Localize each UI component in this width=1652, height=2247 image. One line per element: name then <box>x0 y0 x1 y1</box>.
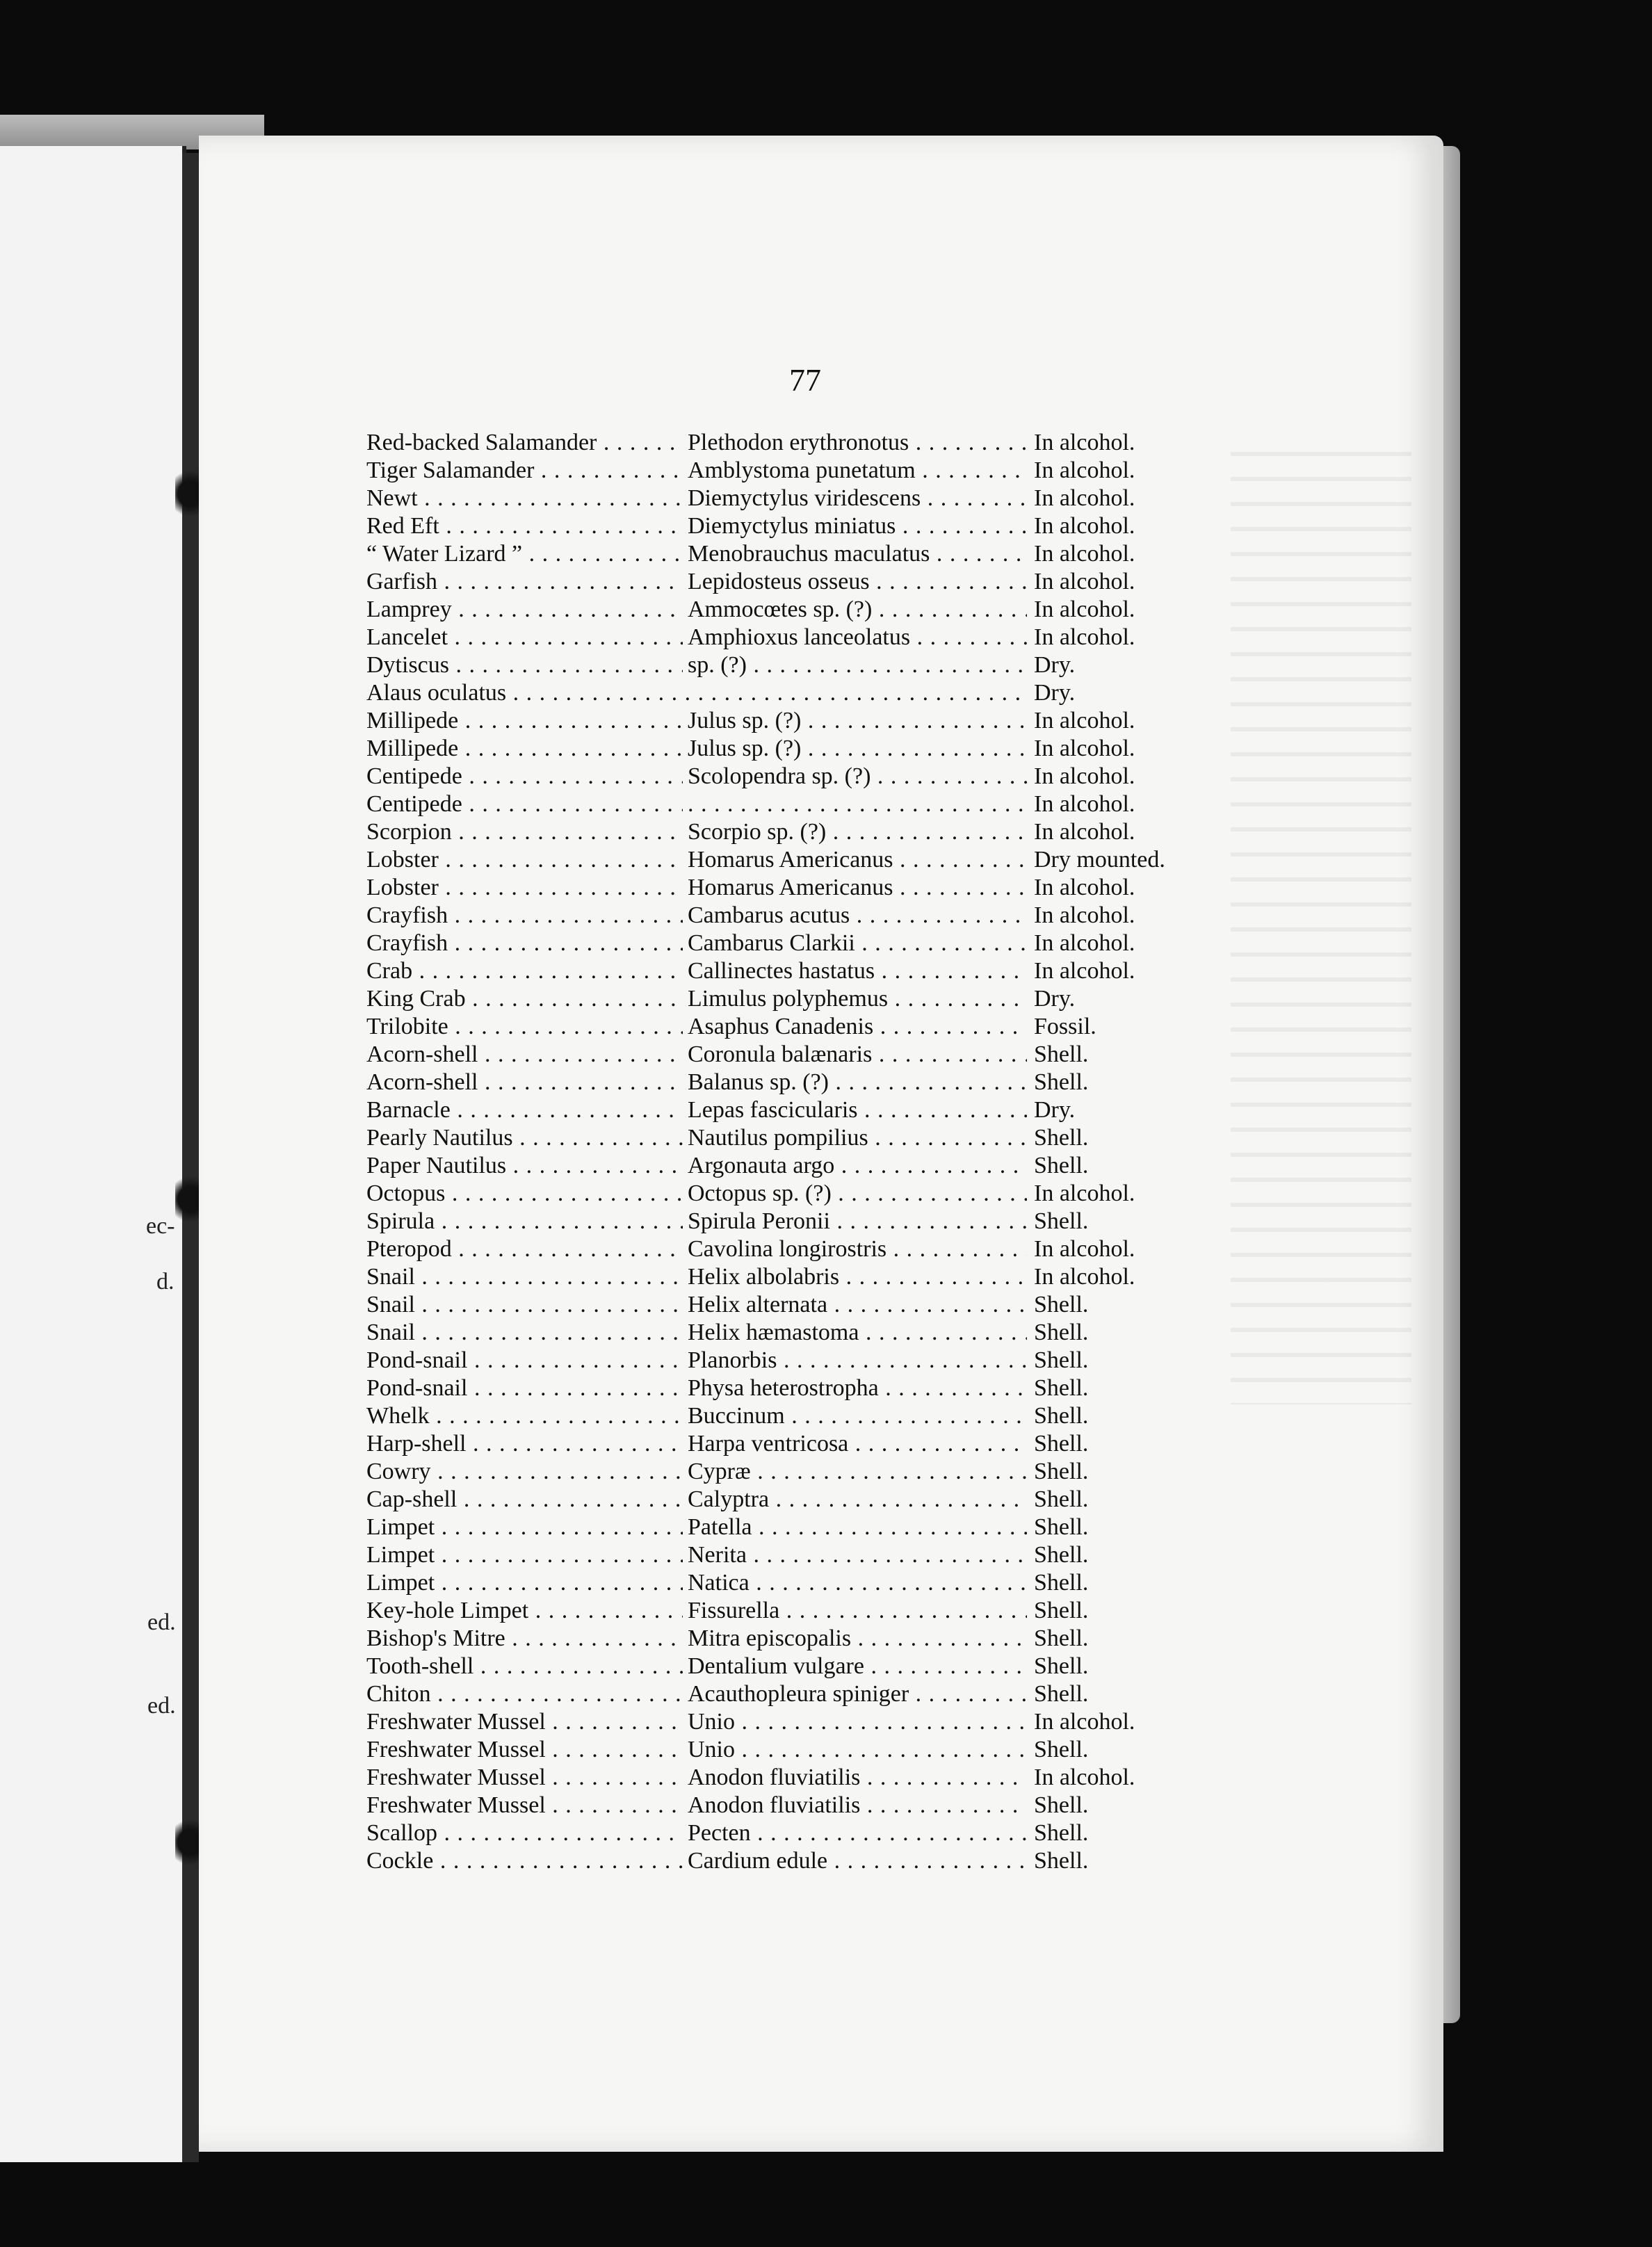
common-name: Lobster . . . <box>366 846 683 874</box>
scientific-name: Dentalium vulgare . . . <box>688 1653 1027 1680</box>
preservation-method: Shell. <box>1034 1681 1089 1707</box>
scientific-name: Helix hæmastoma . . . <box>688 1319 1027 1347</box>
common-name: Chiton . . . <box>366 1680 683 1708</box>
scientific-name: Nerita . . . <box>688 1541 1027 1569</box>
scientific-name: Octopus sp. (?) . . . <box>688 1180 1027 1208</box>
common-name: Lamprey . . . <box>366 596 683 624</box>
common-name: Freshwater Mussel . . . <box>366 1708 683 1736</box>
scientific-name: Physa heterostropha . . . <box>688 1374 1027 1402</box>
preservation-method: Shell. <box>1034 1292 1089 1317</box>
scientific-name: Amphioxus lanceolatus . . . <box>688 624 1027 651</box>
left-page-fragment: ec- <box>146 1213 175 1239</box>
previous-page <box>0 146 186 2162</box>
scientific-name: Ammocœtes sp. (?) . . . <box>688 596 1027 624</box>
preservation-method: In alcohol. <box>1034 485 1135 511</box>
scientific-name: Buccinum . . . <box>688 1402 1027 1430</box>
common-name: Acorn-shell . . . <box>366 1069 683 1096</box>
preservation-method: Shell. <box>1034 1431 1089 1457</box>
preservation-method: Shell. <box>1034 1069 1089 1095</box>
scientific-name: Helix alternata . . . <box>688 1291 1027 1319</box>
preservation-method: In alcohol. <box>1034 736 1135 761</box>
common-name: Lancelet . . . <box>366 624 683 651</box>
preservation-method: Shell. <box>1034 1514 1089 1540</box>
common-name: Snail . . . <box>366 1263 683 1291</box>
common-name: Limpet . . . <box>366 1569 683 1597</box>
scientific-name: Nautilus pompilius . . . <box>688 1124 1027 1152</box>
common-name: Red-backed Salamander . . . <box>366 429 683 457</box>
preservation-method: In alcohol. <box>1034 791 1135 817</box>
common-name: Limpet . . . <box>366 1541 683 1569</box>
preservation-method: Dry. <box>1034 1097 1076 1123</box>
preservation-method: Dry. <box>1034 652 1076 678</box>
common-name: “ Water Lizard ” . . . <box>366 540 683 568</box>
scientific-name: Patella . . . <box>688 1514 1027 1541</box>
preservation-method: In alcohol. <box>1034 457 1135 483</box>
common-name: Octopus . . . <box>366 1180 683 1208</box>
preservation-method: Dry mounted. <box>1034 847 1165 873</box>
bleed-through-text <box>1231 431 1411 1404</box>
common-name: Lobster . . . <box>366 874 683 902</box>
preservation-method: In alcohol. <box>1034 875 1135 900</box>
preservation-method: Shell. <box>1034 1792 1089 1818</box>
scientific-name: sp. (?) . . . <box>688 651 1027 679</box>
scientific-name: Cardium edule . . . <box>688 1847 1027 1875</box>
preservation-method: In alcohol. <box>1034 1236 1135 1262</box>
common-name: Limpet . . . <box>366 1514 683 1541</box>
preservation-method: Shell. <box>1034 1598 1089 1623</box>
common-name: Dytiscus . . . <box>366 651 683 679</box>
scientific-name: Julus sp. (?) . . . <box>688 707 1027 735</box>
preservation-method: In alcohol. <box>1034 763 1135 789</box>
common-name: Newt . . . <box>366 485 683 512</box>
common-name: Paper Nautilus . . . <box>366 1152 683 1180</box>
preservation-method: Shell. <box>1034 1737 1089 1762</box>
preservation-method: Dry. <box>1034 986 1076 1012</box>
scientific-name: Homarus Americanus . . . <box>688 874 1027 902</box>
preservation-method: Shell. <box>1034 1625 1089 1651</box>
preservation-method: Shell. <box>1034 1542 1089 1568</box>
common-name: Crayfish . . . <box>366 930 683 957</box>
scientific-name: Mitra episcopalis . . . <box>688 1625 1027 1653</box>
scientific-name: Callinectes hastatus . . . <box>688 957 1027 985</box>
common-name: Garfish . . . <box>366 568 683 596</box>
preservation-method: Shell. <box>1034 1459 1089 1484</box>
preservation-method: In alcohol. <box>1034 902 1135 928</box>
common-name: Cowry . . . <box>366 1458 683 1486</box>
scientific-name: Unio . . . <box>688 1708 1027 1736</box>
scientific-name: Helix albolabris . . . <box>688 1263 1027 1291</box>
preservation-method: In alcohol. <box>1034 819 1135 845</box>
scientific-name: Cavolina longirostris . . . <box>688 1235 1027 1263</box>
preservation-method: Shell. <box>1034 1820 1089 1846</box>
preservation-method: Fossil. <box>1034 1014 1096 1039</box>
scientific-name: Homarus Americanus . . . <box>688 846 1027 874</box>
scientific-name: Pecten . . . <box>688 1819 1027 1847</box>
scientific-name: Diemyctylus miniatus . . . <box>688 512 1027 540</box>
preservation-method: Shell. <box>1034 1125 1089 1151</box>
scientific-name: Argonauta argo . . . <box>688 1152 1027 1180</box>
common-name: Snail . . . <box>366 1291 683 1319</box>
scientific-name: Cambarus acutus . . . <box>688 902 1027 930</box>
preservation-method: In alcohol. <box>1034 958 1135 984</box>
common-name: Millipede . . . <box>366 707 683 735</box>
common-name: Pearly Nautilus . . . <box>366 1124 683 1152</box>
scientific-name: Lepidosteus osseus . . . <box>688 568 1027 596</box>
scientific-name: Fissurella . . . <box>688 1597 1027 1625</box>
common-name: Millipede . . . <box>366 735 683 763</box>
preservation-method: In alcohol. <box>1034 597 1135 622</box>
preservation-method: In alcohol. <box>1034 1181 1135 1206</box>
scientific-name <box>688 790 1027 818</box>
common-name: Cap-shell . . . <box>366 1486 683 1514</box>
preservation-method: In alcohol. <box>1034 541 1135 567</box>
left-page-fragment: d. <box>156 1269 175 1295</box>
scientific-name: Calyptra . . . <box>688 1486 1027 1514</box>
preservation-method: Dry. <box>1034 680 1076 706</box>
left-page-fragment: ed. <box>147 1693 176 1719</box>
scientific-name: Anodon fluviatilis . . . <box>688 1764 1027 1792</box>
preservation-method: Shell. <box>1034 1403 1089 1429</box>
preservation-method: Shell. <box>1034 1653 1089 1679</box>
preservation-method: Shell. <box>1034 1848 1089 1874</box>
scientific-name: Diemyctylus viridescens . . . <box>688 485 1027 512</box>
preservation-method: Shell. <box>1034 1041 1089 1067</box>
common-name: Key-hole Limpet . . . <box>366 1597 683 1625</box>
common-name: Pond-snail . . . <box>366 1374 683 1402</box>
scientific-name: Spirula Peronii . . . <box>688 1208 1027 1235</box>
common-name: Snail . . . <box>366 1319 683 1347</box>
left-page-fragment: ed. <box>147 1609 176 1635</box>
common-name: Spirula . . . <box>366 1208 683 1235</box>
common-name: Cockle . . . <box>366 1847 683 1875</box>
common-name: Pteropod . . . <box>366 1235 683 1263</box>
common-name: Harp-shell . . . <box>366 1430 683 1458</box>
scientific-name: Scolopendra sp. (?) . . . <box>688 763 1027 790</box>
common-name: Crayfish . . . <box>366 902 683 930</box>
scientific-name: Planorbis . . . <box>688 1347 1027 1374</box>
preservation-method: Shell. <box>1034 1570 1089 1596</box>
scientific-name: Acauthopleura spiniger . . . <box>688 1680 1027 1708</box>
common-name: Tooth-shell . . . <box>366 1653 683 1680</box>
common-name: Red Eft . . . <box>366 512 683 540</box>
scientific-name: Cypræ . . . <box>688 1458 1027 1486</box>
scientific-name: Amblystoma punetatum . . . <box>688 457 1027 485</box>
scientific-name: Julus sp. (?) . . . <box>688 735 1027 763</box>
preservation-method: In alcohol. <box>1034 930 1135 956</box>
preservation-method: In alcohol. <box>1034 569 1135 594</box>
preservation-method: Shell. <box>1034 1153 1089 1178</box>
common-name: Centipede . . . <box>366 790 683 818</box>
common-name: Bishop's Mitre . . . <box>366 1625 683 1653</box>
common-name: Trilobite . . . <box>366 1013 683 1041</box>
scientific-name: Harpa ventricosa . . . <box>688 1430 1027 1458</box>
preservation-method: In alcohol. <box>1034 1765 1135 1790</box>
scientific-name: Cambarus Clarkii . . . <box>688 930 1027 957</box>
common-name: Scallop . . . <box>366 1819 683 1847</box>
scientific-name: Limulus polyphemus . . . <box>688 985 1027 1013</box>
scientific-name: Anodon fluviatilis . . . <box>688 1792 1027 1819</box>
common-name: Whelk . . . <box>366 1402 683 1430</box>
common-name: Scorpion . . . <box>366 818 683 846</box>
scientific-name: Menobrauchus maculatus . . . <box>688 540 1027 568</box>
scientific-name: Unio . . . <box>688 1736 1027 1764</box>
scientific-name: Scorpio sp. (?) . . . <box>688 818 1027 846</box>
common-name: Alaus oculatus . . . <box>366 679 1027 707</box>
common-name: Freshwater Mussel . . . <box>366 1736 683 1764</box>
preservation-method: In alcohol. <box>1034 624 1135 650</box>
common-name: Freshwater Mussel . . . <box>366 1792 683 1819</box>
preservation-method: Shell. <box>1034 1347 1089 1373</box>
common-name: Freshwater Mussel . . . <box>366 1764 683 1792</box>
preservation-method: Shell. <box>1034 1320 1089 1345</box>
common-name: Crab . . . <box>366 957 683 985</box>
preservation-method: Shell. <box>1034 1375 1089 1401</box>
common-name: King Crab . . . <box>366 985 683 1013</box>
common-name: Pond-snail . . . <box>366 1347 683 1374</box>
common-name: Acorn-shell . . . <box>366 1041 683 1069</box>
preservation-method: In alcohol. <box>1034 430 1135 455</box>
scientific-name: Lepas fascicularis . . . <box>688 1096 1027 1124</box>
common-name: Barnacle . . . <box>366 1096 683 1124</box>
preservation-method: Shell. <box>1034 1486 1089 1512</box>
common-name: Centipede . . . <box>366 763 683 790</box>
scientific-name: Coronula balænaris . . . <box>688 1041 1027 1069</box>
preservation-method: Shell. <box>1034 1208 1089 1234</box>
scientific-name: Asaphus Canadenis . . . <box>688 1013 1027 1041</box>
common-name: Tiger Salamander . . . <box>366 457 683 485</box>
scientific-name: Natica . . . <box>688 1569 1027 1597</box>
preservation-method: In alcohol. <box>1034 708 1135 733</box>
page-number: 77 <box>789 362 821 398</box>
preservation-method: In alcohol. <box>1034 513 1135 539</box>
preservation-method: In alcohol. <box>1034 1264 1135 1290</box>
scientific-name: Balanus sp. (?) . . . <box>688 1069 1027 1096</box>
preservation-method: In alcohol. <box>1034 1709 1135 1735</box>
scientific-name: Plethodon erythronotus . . . <box>688 429 1027 457</box>
